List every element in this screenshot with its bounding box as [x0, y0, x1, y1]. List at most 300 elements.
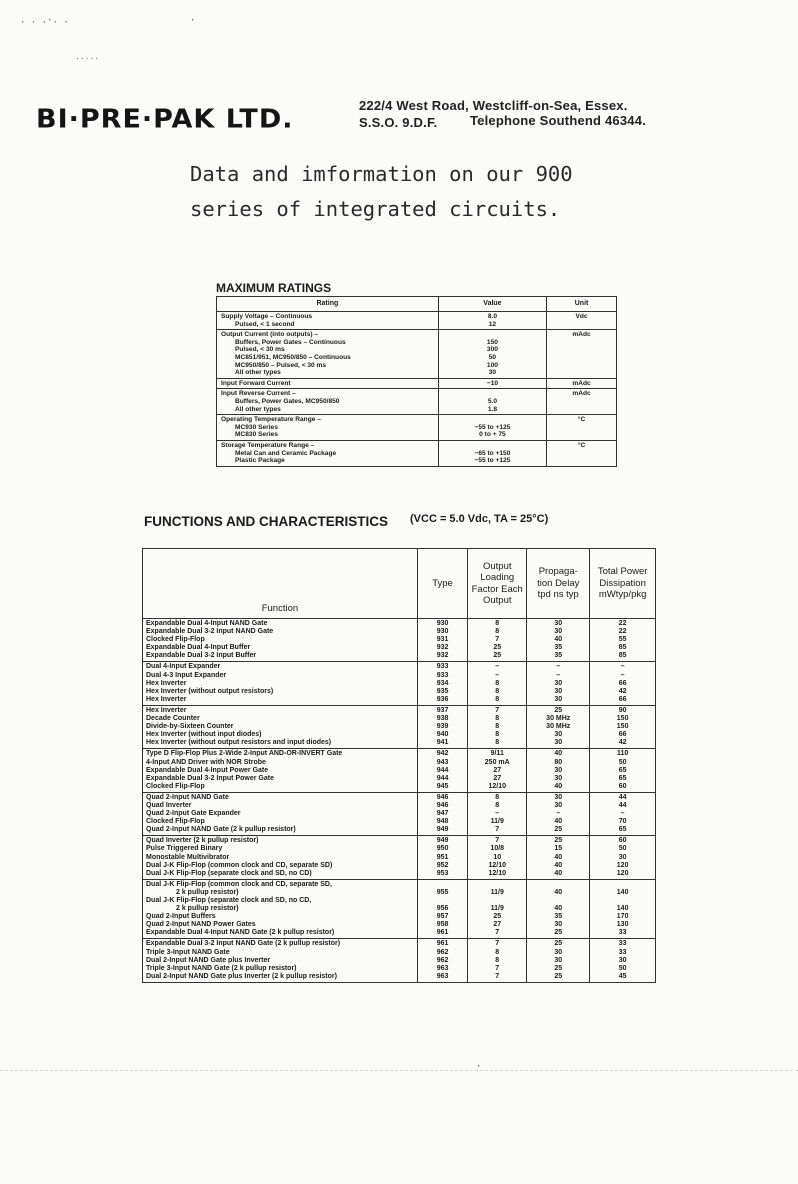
delay-text: 25 [554, 929, 563, 937]
function-cell [143, 939, 418, 982]
power-text: 50 [618, 758, 627, 766]
loading-text [471, 897, 523, 905]
delay-text: 35 [554, 644, 563, 652]
value-cell [438, 389, 546, 415]
rating-text: Input Reverse Current – [221, 390, 296, 398]
type-text: 945 [436, 782, 449, 790]
delay-text: 30 [554, 921, 563, 929]
type-text: 961 [436, 929, 449, 937]
power-text: 44 [618, 793, 627, 801]
loading-text: 8 [495, 620, 500, 627]
delay-text: 40 [554, 782, 563, 790]
rating-value: 1.8 [487, 405, 498, 413]
type-text: 946 [436, 793, 449, 801]
function-text: Expandable Dual 4-Input NAND Gate [146, 620, 268, 627]
loading-text: 8 [495, 948, 500, 956]
unit-cell: mAdc [547, 389, 617, 415]
loading-text: 11/9 [490, 818, 504, 826]
type-text: 931 [436, 636, 449, 644]
function-cell [527, 705, 590, 748]
type-text: 958 [436, 921, 449, 929]
type-text: 956 [436, 905, 449, 913]
function-cell [590, 879, 656, 939]
value-cell [438, 312, 546, 330]
function-text: Pulse Triggered Binary [146, 845, 223, 853]
type-text: 936 [436, 695, 449, 703]
delay-text: 35 [554, 652, 563, 660]
function-text: Dual 2-Input NAND Gate plus Inverter [146, 956, 271, 964]
type-text: 944 [436, 774, 449, 782]
rating-row [217, 389, 617, 415]
type-text: 946 [436, 801, 449, 809]
delay-text: 30 [554, 774, 563, 782]
function-cell [527, 662, 590, 705]
function-cell [590, 836, 656, 879]
type-text [421, 881, 464, 889]
value-cell [438, 440, 546, 466]
function-group [143, 662, 656, 705]
rating-text: Pulsed, < 1 second [235, 320, 295, 328]
power-text: 70 [618, 818, 627, 826]
power-text [593, 897, 652, 905]
rating-row [217, 330, 617, 379]
function-text: Quad 2-Input Buffers [146, 913, 216, 921]
scan-speck: ····· [75, 54, 100, 63]
type-text: 932 [436, 652, 449, 660]
function-text: Quad Inverter (2 k pullup resistor) [146, 837, 259, 845]
function-text: Quad 2-Input NAND Gate [146, 793, 229, 801]
loading-text: 8 [495, 723, 500, 731]
loading-text: 25 [493, 913, 502, 921]
power-text: 120 [616, 869, 629, 877]
loading-text: 8 [495, 793, 500, 801]
function-text: Dual J-K Flip-Flop (separate clock and SD, no CD, [146, 897, 312, 904]
col-unit: Unit [547, 297, 617, 312]
rating-cell [217, 378, 439, 389]
function-cell [143, 662, 418, 705]
delay-text: 25 [554, 826, 563, 834]
loading-text: 8 [495, 628, 500, 636]
rating-text: All other types [235, 369, 281, 377]
loading-text: 7 [495, 837, 500, 845]
rating-text: All other types [235, 405, 281, 413]
function-cell [590, 792, 656, 835]
rating-cell [217, 389, 439, 415]
power-text: 85 [618, 644, 627, 652]
type-text: 955 [436, 888, 449, 896]
unit-cell: °C [547, 440, 617, 466]
function-cell [143, 749, 418, 792]
function-text: Expandable Dual 3-2 Input Buffer [146, 652, 257, 660]
delay-text: 30 [554, 956, 563, 964]
function-text: Dual J-K Flip-Flop (separate clock and SD, no CD) [146, 869, 312, 877]
power-text: 120 [616, 861, 629, 869]
rating-text: MC830 Series [235, 431, 278, 439]
function-text: Quad Inverter [146, 801, 192, 809]
function-cell [527, 879, 590, 939]
rating-text: Buffers, Power Gates, MC950/850 [235, 397, 340, 405]
rating-value: 50 [488, 353, 497, 361]
delay-text: 80 [554, 758, 563, 766]
type-text: 938 [436, 715, 449, 723]
function-text: Hex Inverter (without output resistors) [146, 687, 274, 695]
function-group [143, 705, 656, 748]
power-text: 50 [618, 964, 627, 972]
loading-text: 7 [495, 706, 500, 714]
function-text: Expandable Dual 4-Input NAND Gate (2 k pullup resistor) [146, 929, 335, 937]
loading-text: 7 [495, 826, 500, 834]
power-text: 22 [618, 620, 627, 627]
loading-text: 7 [495, 636, 500, 644]
power-text: 65 [618, 766, 627, 774]
type-text: 962 [436, 948, 449, 956]
type-text [421, 897, 464, 905]
rating-value: 30 [488, 369, 497, 377]
function-text: Clocked Flip-Flop [146, 782, 205, 790]
value-cell [438, 415, 546, 441]
power-text: 33 [618, 948, 627, 956]
power-text: 65 [618, 774, 627, 782]
function-cell [468, 705, 527, 748]
loading-text: – [495, 663, 500, 671]
loading-text: 7 [495, 972, 500, 980]
rating-value: 8.0 [487, 313, 498, 320]
loading-text: 11/9 [490, 888, 504, 896]
delay-text: 30 MHz [546, 715, 571, 723]
power-text: 60 [618, 837, 627, 845]
intro-line-1: Data and imformation on our 900 [190, 162, 573, 186]
rating-text: Buffers, Power Gates – Continuous [235, 338, 346, 346]
function-text: Expandable Dual 4-Input Buffer [146, 644, 251, 652]
type-text: 939 [436, 723, 449, 731]
power-text: 140 [616, 905, 629, 913]
rating-text: Plastic Package [235, 457, 285, 465]
function-text: 2 k pullup resistor) [176, 905, 239, 913]
function-text: Triple 3-Input NAND Gate (2 k pullup resistor) [146, 964, 297, 972]
function-cell [468, 619, 527, 662]
type-text: 940 [436, 731, 449, 739]
delay-text: 15 [554, 845, 563, 853]
rating-value: −55 to +125 [474, 457, 511, 465]
max-ratings-table [216, 296, 617, 467]
function-cell [143, 619, 418, 662]
function-group [143, 749, 656, 792]
delay-text: 25 [554, 972, 563, 980]
col-function: Function [143, 549, 418, 619]
col-loading: Output Loading Factor Each Output [468, 549, 527, 619]
rating-cell [217, 330, 439, 379]
type-text: 935 [436, 687, 449, 695]
delay-text: 40 [554, 853, 563, 861]
type-text: 950 [436, 845, 449, 853]
power-text: 65 [618, 826, 627, 834]
delay-text: 40 [554, 905, 563, 913]
rating-value: −10 [486, 379, 499, 387]
value-cell [438, 378, 546, 389]
function-text: Quad 2-Input NAND Gate (2 k pullup resistor) [146, 826, 296, 834]
rating-text: Operating Temperature Range – [221, 416, 321, 424]
address-line-1: 222/4 West Road, Westcliff-on-Sea, Essex. [359, 98, 628, 113]
power-text: 130 [616, 921, 629, 929]
power-text: 50 [618, 845, 627, 853]
delay-text: 30 [554, 695, 563, 703]
function-cell [417, 705, 467, 748]
function-text: Decade Counter [146, 715, 200, 723]
rating-text: Metal Can and Ceramic Package [235, 449, 337, 457]
loading-text: – [495, 671, 500, 679]
delay-text: – [556, 671, 561, 679]
function-text: Hex Inverter [146, 679, 187, 687]
rating-value [443, 331, 542, 339]
power-text: 66 [618, 695, 627, 703]
loading-text: 25 [493, 652, 502, 660]
type-text: 948 [436, 818, 449, 826]
rating-value: 5.0 [487, 397, 498, 405]
loading-text: 8 [495, 739, 500, 747]
rating-row [217, 415, 617, 441]
loading-text: 7 [495, 940, 500, 948]
loading-text: 8 [495, 715, 500, 723]
power-text: 30 [618, 853, 627, 861]
function-text: Monostable Multivibrator [146, 853, 230, 861]
power-text: – [620, 663, 625, 671]
rating-value: 0 to + 75 [479, 431, 506, 439]
function-text: Expandable Dual 4-Input Power Gate [146, 766, 269, 774]
scan-line [0, 1070, 798, 1072]
power-text: 140 [616, 888, 629, 896]
delay-text: 40 [554, 888, 563, 896]
function-cell [468, 879, 527, 939]
function-text: Dual J-K Flip-Flop (common clock and CD, separate SD, [146, 880, 332, 888]
function-text: Clocked Flip-Flop [146, 818, 205, 826]
delay-text: 40 [554, 750, 563, 758]
type-text: 933 [436, 663, 449, 671]
power-text: 30 [618, 956, 627, 964]
delay-text: 25 [554, 940, 563, 948]
function-text: Hex Inverter (without output resistors and input diodes) [146, 739, 332, 747]
delay-text: 25 [554, 837, 563, 845]
functions-title: FUNCTIONS AND CHARACTERISTICS [144, 514, 388, 529]
function-cell [468, 939, 527, 982]
max-ratings-title: MAXIMUM RATINGS [216, 281, 332, 295]
loading-text: 11/9 [490, 905, 504, 913]
type-text: 933 [436, 671, 449, 679]
function-cell [527, 619, 590, 662]
function-cell [590, 939, 656, 982]
rating-text: Output Current (into outputs) – [221, 331, 319, 339]
rating-value: 12 [488, 320, 497, 328]
function-cell [417, 749, 467, 792]
rating-text: MC851/951, MC950/850 – Continuous [235, 353, 351, 361]
delay-text: 30 [554, 687, 563, 695]
function-cell [143, 879, 418, 939]
intro-line-2: series of integrated circuits. [190, 197, 561, 221]
power-text: – [620, 671, 625, 679]
loading-text: 10 [493, 853, 502, 861]
function-text: Expandable Dual 3-2 Input Power Gate [146, 774, 274, 782]
function-cell [417, 939, 467, 982]
loading-text: 27 [493, 921, 502, 929]
type-text: 937 [436, 706, 449, 714]
unit-cell: Vdc [547, 312, 617, 330]
rating-text: Pulsed, < 30 ms [235, 346, 285, 354]
rating-value: −55 to +125 [474, 423, 511, 431]
power-text: 85 [618, 652, 627, 660]
type-text: 942 [436, 750, 449, 758]
rating-value: 150 [486, 338, 498, 346]
function-group [143, 879, 656, 939]
loading-text: 12/10 [488, 861, 506, 869]
function-cell [468, 836, 527, 879]
loading-text: 8 [495, 956, 500, 964]
power-text: 42 [618, 739, 627, 747]
power-text: 60 [618, 782, 627, 790]
unit-cell: mAdc [547, 378, 617, 389]
rating-value [443, 416, 542, 424]
function-group [143, 792, 656, 835]
type-text: 943 [436, 758, 449, 766]
functions-table [142, 548, 656, 983]
function-cell [417, 792, 467, 835]
type-text: 944 [436, 766, 449, 774]
type-text: 949 [436, 837, 449, 845]
type-text: 941 [436, 739, 449, 747]
loading-text: 8 [495, 731, 500, 739]
loading-text: 250 mA [484, 758, 510, 766]
function-cell [417, 619, 467, 662]
rating-cell [217, 312, 439, 330]
delay-text [530, 881, 586, 889]
rating-text: Supply Voltage – Continuous [221, 313, 313, 320]
function-cell [468, 749, 527, 792]
power-text: 66 [618, 679, 627, 687]
type-text: 932 [436, 644, 449, 652]
delay-text: 40 [554, 818, 563, 826]
value-cell [438, 330, 546, 379]
col-delay: Propaga- tion Delay tpd ns typ [527, 549, 590, 619]
function-cell [143, 705, 418, 748]
rating-text: Input Forward Current [221, 379, 291, 387]
power-text: 55 [618, 636, 627, 644]
type-text: 957 [436, 913, 449, 921]
function-text: Type D Flip-Flop Plus 2-Wide 2-Input AND-OR-INVERT Gate [146, 750, 343, 758]
function-text: Clocked Flip-Flop [146, 636, 205, 644]
type-text: 934 [436, 679, 449, 687]
function-group [143, 939, 656, 982]
delay-text: – [556, 663, 561, 671]
function-cell [527, 939, 590, 982]
loading-text: 27 [493, 774, 502, 782]
power-text: 90 [618, 706, 627, 714]
loading-text: 7 [495, 929, 500, 937]
type-text: 930 [436, 620, 449, 627]
function-cell [527, 792, 590, 835]
rating-text: MC950/850 – Pulsed, < 30 ms [235, 361, 327, 369]
rating-value: 100 [486, 361, 498, 369]
company-logo: BI·PRE·PAK LTD. [36, 104, 294, 135]
function-cell [468, 792, 527, 835]
function-cell [468, 662, 527, 705]
function-cell [143, 836, 418, 879]
loading-text: 27 [493, 766, 502, 774]
rating-cell [217, 415, 439, 441]
type-text: 930 [436, 628, 449, 636]
col-type: Type [417, 549, 467, 619]
power-text: 22 [618, 628, 627, 636]
delay-text: – [556, 810, 561, 818]
power-text: 150 [616, 723, 629, 731]
type-text: 962 [436, 956, 449, 964]
type-text: 947 [436, 810, 449, 818]
power-text: 33 [618, 940, 627, 948]
power-text: 110 [616, 750, 629, 758]
type-text: 951 [436, 853, 449, 861]
col-value: Value [438, 297, 546, 312]
rating-row [217, 312, 617, 330]
function-cell [590, 749, 656, 792]
rating-value [443, 390, 542, 398]
unit-cell: mAdc [547, 330, 617, 379]
function-cell [143, 792, 418, 835]
delay-text: 30 [554, 731, 563, 739]
address-postcode: S.S.O. 9.D.F. [359, 115, 438, 130]
function-text: Expandable Dual 3-2 Input NAND Gate [146, 628, 274, 636]
function-cell [590, 619, 656, 662]
delay-text: 30 [554, 679, 563, 687]
scan-speck: · [190, 16, 196, 26]
loading-text: 8 [495, 679, 500, 687]
type-text: 949 [436, 826, 449, 834]
power-text: 150 [616, 715, 629, 723]
function-text: Expandable Dual 3-2 Input NAND Gate (2 k pullup resistor) [146, 940, 341, 948]
function-text: Divide-by-Sixteen Counter [146, 723, 234, 731]
delay-text: 30 [554, 801, 563, 809]
power-text: 44 [618, 801, 627, 809]
function-text: Hex Inverter [146, 695, 187, 703]
function-group [143, 619, 656, 662]
rating-cell [217, 440, 439, 466]
loading-text: 7 [495, 964, 500, 972]
rating-text: MC930 Series [235, 423, 278, 431]
delay-text: 35 [554, 913, 563, 921]
col-power: Total Power Dissipation mWtyp/pkg [590, 549, 656, 619]
power-text [593, 881, 652, 889]
delay-text: 30 [554, 739, 563, 747]
function-text: Hex Inverter [146, 706, 187, 714]
delay-text: 25 [554, 706, 563, 714]
function-text: Dual 2-Input NAND Gate plus Inverter (2 k pullup resistor) [146, 972, 337, 980]
loading-text: 12/10 [488, 869, 506, 877]
function-text: 4-Input AND Driver with NOR Strobe [146, 758, 266, 766]
rating-value: 300 [486, 346, 498, 354]
rating-value [443, 442, 542, 450]
rating-row [217, 440, 617, 466]
type-text: 963 [436, 972, 449, 980]
functions-conditions: (VCC = 5.0 Vdc, TA = 25°C) [410, 513, 549, 525]
telephone: Telephone Southend 46344. [470, 113, 646, 128]
rating-row [217, 378, 617, 389]
function-text: Quad 2-Input NAND Power Gates [146, 921, 256, 929]
col-rating: Rating [217, 297, 439, 312]
power-text: 42 [618, 687, 627, 695]
loading-text: 25 [493, 644, 502, 652]
loading-text: 8 [495, 801, 500, 809]
function-text: Quad 2-Input Gate Expander [146, 810, 241, 818]
function-cell [417, 879, 467, 939]
delay-text: 30 [554, 766, 563, 774]
function-cell [417, 662, 467, 705]
delay-text: 30 [554, 948, 563, 956]
